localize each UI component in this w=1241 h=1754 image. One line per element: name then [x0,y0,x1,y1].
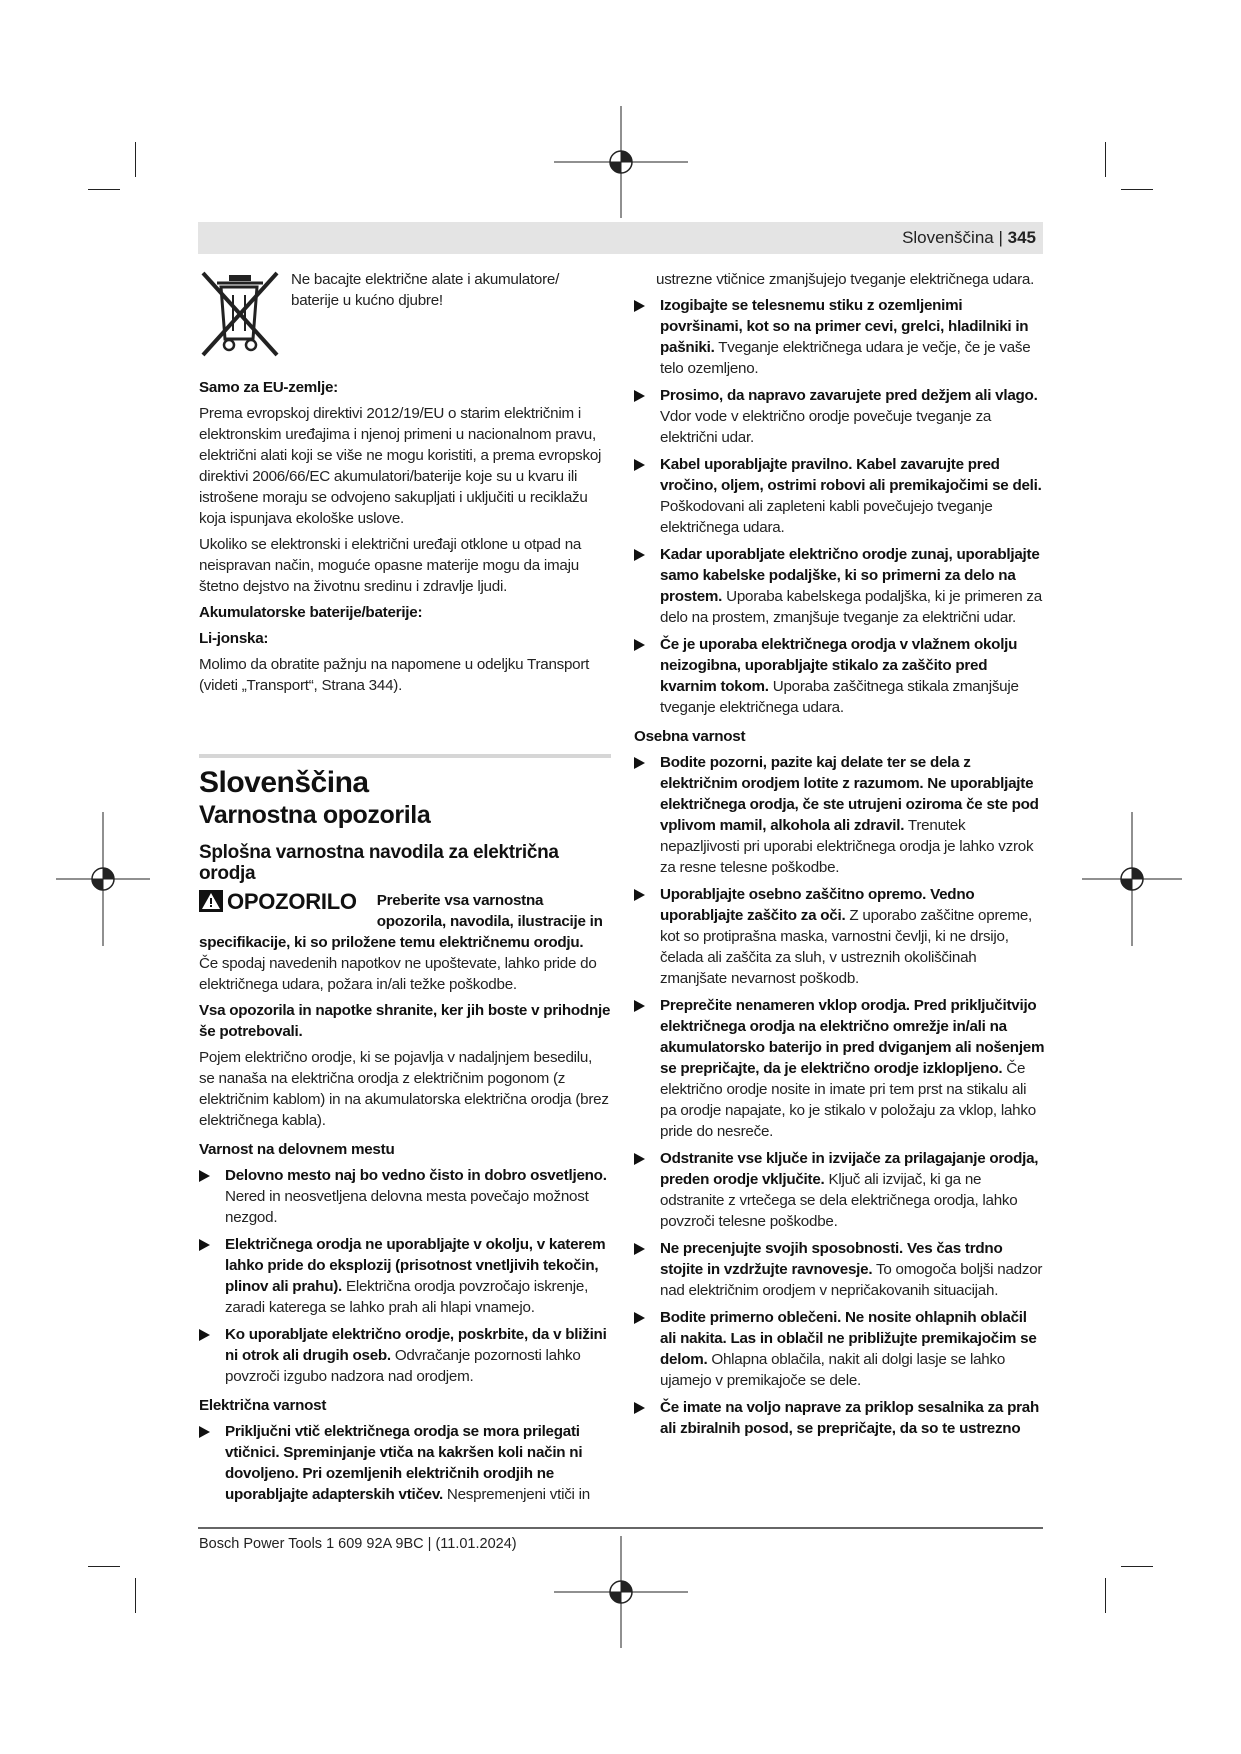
section-divider [199,754,611,758]
footer-rule [198,1527,1043,1529]
safety-title: Varnostna opozorila [199,801,431,829]
item-bold: Če je uporaba električnega orodja v vlažnem okolju neizogibna, uporabljajte stikalo za zaščito pred kvarnim tokom. [660,636,1018,695]
crop-mark [88,189,120,190]
bullet-icon [634,1153,645,1165]
crop-mark [135,142,136,177]
li-ion-heading: Li-jonska: [199,630,269,647]
list-item [199,1165,611,1228]
bullet-icon [634,300,645,312]
item-text: Ključ ali izvijač, ki ga ne odstranite z vrtečega se dela električnega orodja, lahko povzroči telesne poškodbe. [660,1171,1018,1230]
crop-mark [1121,189,1153,190]
item-bold: Delovno mesto naj bo vedno čisto in dobro osvetljeno. [225,1167,607,1184]
bullet-icon [199,1426,210,1438]
bullet-icon [199,1329,210,1341]
list-item [634,634,1046,718]
bullet-icon [199,1170,210,1182]
bullet-icon [634,459,645,471]
registration-mark-right-icon [1082,812,1182,946]
item-bold: Kabel uporabljajte pravilno. Kabel zavarujte pred vročino, oljem, ostrimi robovi ali premikajočimi se deli. [660,456,1042,494]
warning-triangle-icon [199,890,223,912]
list-item [634,1307,1046,1391]
registration-mark-bottom-icon [554,1536,688,1648]
disposal-note: Ne bacajte električne alate i akumulatore/ baterije u kućno djubre! [291,271,560,309]
bullet-icon [634,1243,645,1255]
item-text: Če električno orodje nosite in imate pri tem prst na stikalu ali pa orodje napajate, ko je stikalo v položaju za vklop, lahko pride do nesreče. [660,1060,1036,1140]
item-text: Z uporabo zaščitne opreme, kot so protiprašna maska, varnostni čevlji, ki ne drsijo, čelada ali zaščita za sluh, v ustreznih okoliščinah zmanjšate nevarnost poškodb. [660,907,1033,987]
item-bold: Priključni vtič električnega orodja se mora prilegati vtičnici. Spreminjanje vtiča na kakršen koli način ni dovoljeno. Pri ozemljenih električnih orodjih ne uporabljajte adapterskih vtičev. [225,1423,583,1503]
eu-heading: Samo za EU-zemlje: [199,379,338,396]
continued-text: ustrezne vtičnice zmanjšujejo tveganje električnega udara. [656,271,1035,288]
item-text: Ohlapna oblačila, nakit ali dolgi lasje se lahko ujamejo v premikajoče se dele. [660,1351,1006,1389]
language-title: Slovenščina [199,766,369,799]
bullet-icon [634,1312,645,1324]
term-definition: Pojem električno orodje, ki se pojavlja v nadaljnjem besedilu, se nanaša na električna orodja z električnim pogonom (z električnim kablom) in na akumulatorska električna orodja (brez električnega kabla). [199,1049,609,1129]
item-bold: Preprečite nenameren vklop orodja. Pred priključitvijo električnega orodja na električno omrežje in/ali na akumulatorsko baterijo in pred dviganjem ali nošenjem se prepričajte, da je električno orodje izklopljeno. [660,997,1045,1077]
bullet-icon [634,1402,645,1414]
page-header [902,228,1036,248]
crop-mark [1121,1566,1153,1567]
electrical-safety-heading: Električna varnost [199,1397,327,1414]
list-item [634,1148,1046,1232]
keep-instructions: Vsa opozorila in napotke shranite, ker jih boste v prihodnje še potrebovali. [199,1002,611,1040]
warning-bold-b: specifikacije, ki so priložene temu električnemu orodju. [199,934,584,951]
item-text: Uporaba zaščitnega stikala zmanjšuje tveganje električnega udara. [660,678,1019,716]
general-safety-title: Splošna varnostna navodila za električna orodja [199,842,559,884]
list-item [634,1397,1046,1439]
crop-mark [1105,1578,1106,1613]
item-bold: Prosimo, da napravo zavarujete pred dežjem ali vlago. [660,387,1038,404]
item-bold: Izogibajte se telesnemu stiku z ozemljenimi površinami, kot so na primer cevi, grelci, hladilniki in pašniki. [660,297,1029,356]
eu-paragraph-2: Ukoliko se elektronski i električni uređaji otklone u otpad na neispravan način, moguće opasne materije mogu da imaju štetno dejstvo na životnu sredinu i zdravlje ljudi. [199,536,582,595]
bullet-icon [199,1239,210,1251]
list-item [199,1324,611,1387]
warning-block [199,890,611,932]
crop-mark [1105,142,1106,177]
list-item [634,454,1046,538]
list-item [199,1234,611,1318]
warning-label: OPOZORILO [227,888,357,914]
item-text: Nespremenjeni vtiči in [442,1486,590,1503]
bullet-icon [634,390,645,402]
item-bold: Ne precenjujte svojih sposobnosti. Ves čas trdno stojite in vzdržujte ravnovesje. [660,1240,1003,1278]
item-text: Odvračanje pozornosti lahko povzroči izgubo nadzora nad orodjem. [225,1347,581,1385]
list-item [634,385,1046,448]
bullet-icon [634,549,645,561]
list-item [634,1238,1046,1301]
crop-mark [88,1566,120,1567]
item-text: Vdor vode v električno orodje povečuje tveganje za električni udar. [660,408,992,446]
registration-mark-top-icon [554,106,688,218]
item-bold: Bodite primerno oblečeni. Ne nosite ohlapnih oblačil ali nakita. Las in oblačil ne približujte premikajočim se delom. [660,1309,1037,1368]
warning-text: Če spodaj navedenih napotkov ne upoštevate, lahko pride do električnega udara, požara in/ali težke poškodbe. [199,955,597,993]
list-item [634,995,1046,1142]
item-bold: Odstranite vse ključe in izvijače za prilagajanje orodja, preden orodje vključite. [660,1150,1039,1188]
item-bold: Električnega orodja ne uporabljajte v okolju, v katerem lahko pride do eksplozij (prisotnost vnetljivih tekočin, plinov ali prahu). [225,1236,606,1295]
bullet-icon [634,757,645,769]
crossed-bin-icon [199,269,281,359]
item-bold: Kadar uporabljate električno orodje zunaj, uporabljajte samo kabelske podaljške, ki so primerni za delo na prostem. [660,546,1040,605]
disposal-block [199,269,611,359]
item-text: Trenutek nepazljivosti pri uporabi električnega orodja je lahko vzrok za resne telesne poškodbe. [660,817,1034,876]
bullet-icon [634,1000,645,1012]
item-text: Poškodovani ali zapleteni kabli povečujejo tveganje električnega udara. [660,498,993,536]
battery-heading: Akumulatorske baterije/baterije: [199,604,423,621]
li-ion-text: Molimo da obratite pažnju na napomene u odeljku Transport (videti „Transport“, Strana 344). [199,656,590,694]
list-item [634,295,1046,379]
warning-label-box [199,890,357,912]
work-area-heading: Varnost na delovnem mestu [199,1141,395,1158]
list-item [199,1421,611,1505]
warning-bold-a: Preberite vsa varnostna opozorila, navodila, ilustracije in [376,892,603,930]
bullet-icon [634,889,645,901]
list-item [634,544,1046,628]
crop-mark [135,1578,136,1613]
item-text: To omogoča boljši nadzor nad električnim orodjem v nepričakovanih situacijah. [660,1261,1043,1299]
bullet-icon [634,639,645,651]
item-bold: Ko uporabljate električno orodje, poskrbite, da v bližini ni otrok ali drugih oseb. [225,1326,607,1364]
header-separator: | [998,228,1003,247]
item-bold: Če imate na voljo naprave za priklop sesalnika za prah ali zbiralnih posod, se prepričajte, da so te ustrezno [660,1399,1039,1437]
footer-text: Bosch Power Tools 1 609 92A 9BC | (11.01.2024) [199,1536,517,1552]
item-bold: Bodite pozorni, pazite kaj delate ter se dela z električnim orodjem lotite z razumom. Ne uporabljajte električnega orodja, če ste utrujeni oziroma če ste pod vplivom mamil, alkohola ali zdravil. [660,754,1039,834]
registration-mark-left-icon [56,812,150,946]
item-bold: Uporabljajte osebno zaščitno opremo. Vedno uporabljajte zaščito za oči. [660,886,975,924]
item-text: Električna orodja povzročajo iskrenje, zaradi katerega se lahko prah ali hlapi vnamejo. [225,1278,589,1316]
page-number: 345 [1007,228,1036,247]
header-language: Slovenščina [902,228,994,247]
list-item [634,752,1046,878]
left-column [199,269,611,1511]
list-item [634,884,1046,989]
eu-paragraph-1: Prema evropskoj direktivi 2012/19/EU o starim električnim i elektronskim uređajima i njenoj primeni u nacionalnom pravu, električni alati koji se više ne mogu koristiti, a prema evropskoj direktivi 2006/66/EC akumulatori/baterije koje su u kvaru ili istrošene moraju se odvojeno sakupljati i uključiti u reciklažu koja ispunjava ekološke uslove. [199,405,602,527]
item-text: Tveganje električnega udara je večje, če je vaše telo ozemljeno. [660,339,1031,377]
right-column [634,269,1046,1445]
personal-safety-heading: Osebna varnost [634,728,746,745]
item-text: Nered in neosvetljena delovna mesta povečajo možnost nezgod. [225,1188,589,1226]
item-text: Uporaba kabelskega podaljška, ki je primeren za delo na prostem, zmanjšuje tveganje za električni udar. [660,588,1042,626]
